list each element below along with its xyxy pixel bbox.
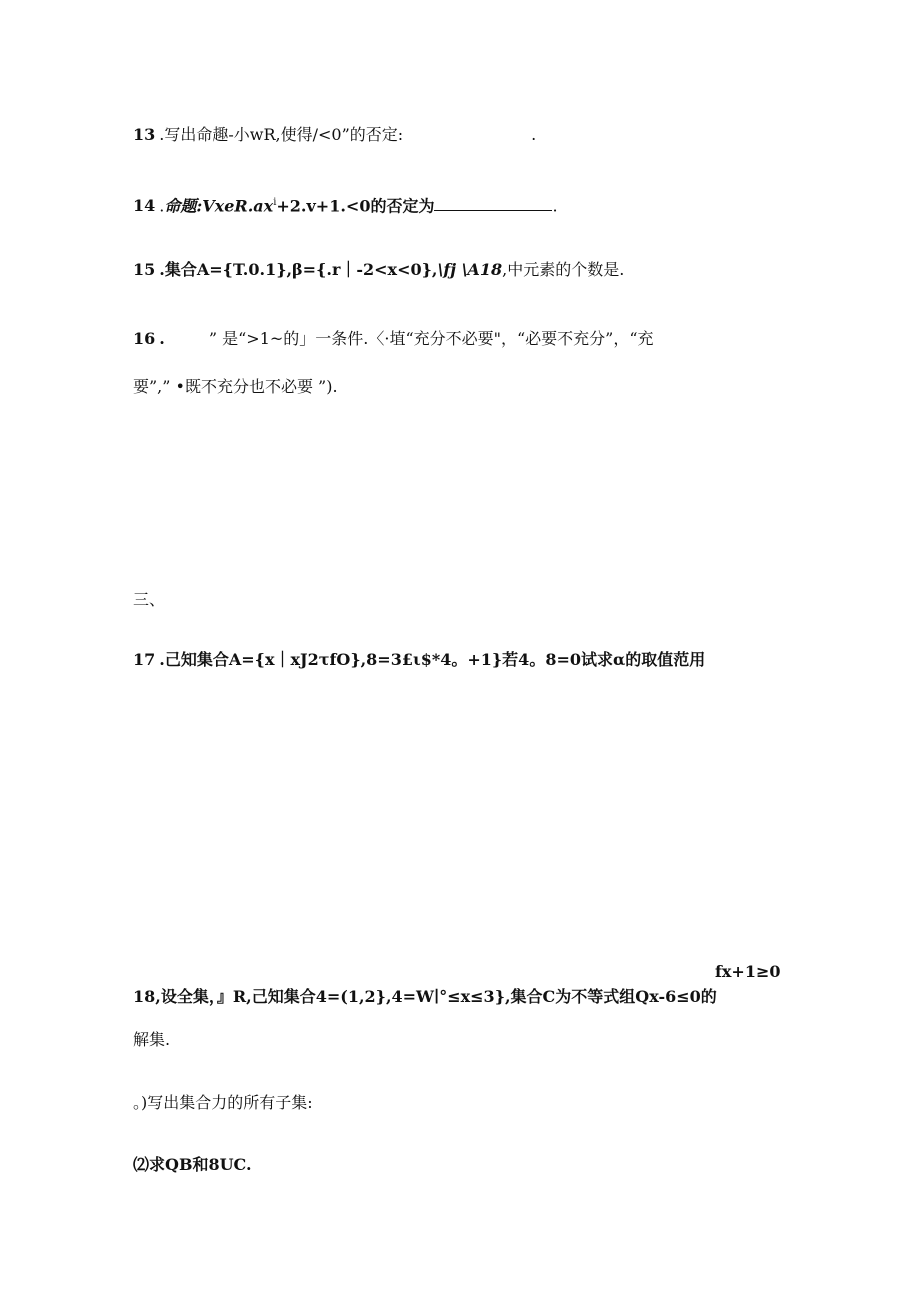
- question-number: 13: [133, 125, 156, 144]
- question-text: .己知集合A={x｜xJ2τfO},8=3£ι$*4。+1}若4。8=0试求α的取值范用: [159, 650, 706, 669]
- question-italic-text: 命题:VxeR.ax: [164, 196, 274, 216]
- question-italic-text: \fj \A18: [437, 260, 503, 279]
- question-17: [133, 650, 705, 670]
- question-number: 15: [133, 260, 156, 279]
- section-heading: 三、: [133, 590, 166, 609]
- question-text: 18,设全集，』R,己知集合4=(1,2},4=W∣°≤x≤3},集合C为不等式组Qx-6≤0的: [133, 987, 717, 1006]
- question-text: 要”,” •既不充分也不必要 ”).: [133, 377, 338, 396]
- question-text: ” 是“>1~的」一条件.〈·埴“充分不必要"，“必要不充分”，“充: [208, 329, 654, 348]
- question-18-part1: [133, 1093, 313, 1113]
- question-text: .写出命趣-小wR,使得/<0”的否定:: [159, 125, 404, 144]
- question-prefix: .: [159, 196, 165, 216]
- question-16-line2: [133, 377, 338, 397]
- question-number: 14: [133, 196, 156, 216]
- question-rest: ,中元素的个数是.: [502, 260, 625, 279]
- question-text: ⑵求QB和8UC.: [133, 1155, 252, 1174]
- question-number: 17: [133, 650, 156, 669]
- question-end: .: [531, 125, 537, 144]
- question-14: [133, 193, 558, 216]
- inequality-top: fx+1≥0: [715, 962, 781, 981]
- question-text: .集合A={T.0.1},β={.r｜-2<x<0},: [159, 260, 438, 279]
- question-text: 解集.: [133, 1030, 171, 1049]
- question-end: .: [552, 196, 558, 216]
- question-number: 16: [133, 329, 156, 348]
- question-18-line1: [133, 987, 717, 1007]
- question-dot: .: [159, 329, 165, 348]
- question-text: +2.v+1.<0的否定为: [276, 196, 435, 216]
- question-16-line1: [133, 329, 654, 349]
- superscript: i: [273, 197, 277, 208]
- question-18-line2: [133, 1030, 170, 1050]
- answer-blank[interactable]: [434, 210, 552, 211]
- question-text: 。)写出集合力的所有子集:: [133, 1093, 313, 1112]
- question-13: [133, 125, 536, 145]
- question-18-part2: [133, 1155, 252, 1175]
- question-15: [133, 260, 624, 280]
